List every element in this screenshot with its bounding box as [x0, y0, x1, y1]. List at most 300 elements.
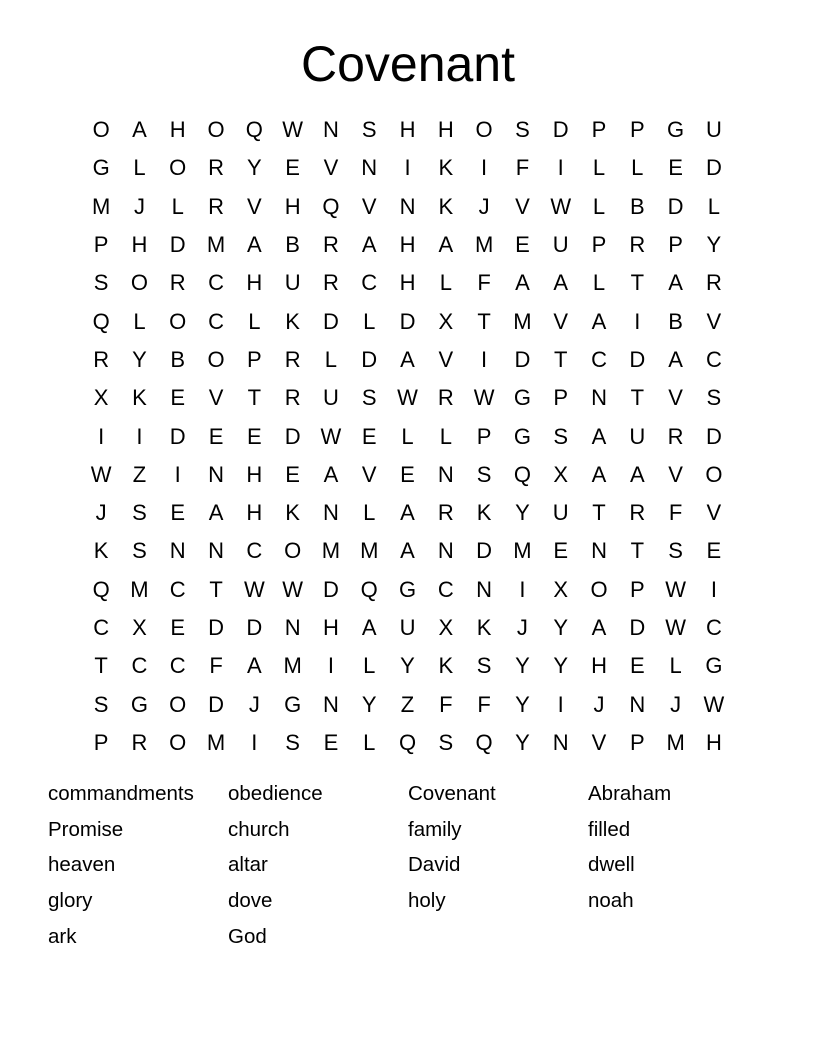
- grid-letter: J: [133, 193, 145, 219]
- grid-letter: X: [553, 576, 569, 602]
- grid-letter: I: [98, 423, 105, 449]
- grid-letter: D: [705, 155, 722, 181]
- grid-letter: V: [323, 155, 339, 181]
- grid-letter: L: [592, 270, 606, 296]
- grid-letter: L: [363, 500, 376, 526]
- grid-letter: S: [553, 423, 569, 449]
- grid-letter: O: [705, 461, 723, 487]
- grid-letter: E: [170, 615, 186, 640]
- grid-row: [82, 647, 733, 685]
- grid-letter: O: [284, 538, 302, 564]
- grid-letter: C: [169, 576, 186, 602]
- grid-letter: T: [553, 346, 568, 372]
- grid-letter: I: [481, 346, 488, 372]
- grid-letter: L: [592, 193, 606, 219]
- grid-letter: K: [93, 538, 109, 564]
- grid-row: [82, 724, 733, 762]
- grid-letter: R: [322, 270, 339, 296]
- grid-letter: U: [284, 270, 301, 296]
- grid-letter: U: [629, 423, 646, 449]
- grid-letter: W: [90, 461, 112, 487]
- grid-letter: P: [629, 729, 645, 755]
- grid-letter: M: [91, 193, 111, 219]
- grid-letter: E: [629, 653, 645, 679]
- grid-letter: K: [132, 385, 147, 411]
- word-list-item: church: [228, 817, 290, 841]
- grid-letter: V: [668, 385, 683, 411]
- grid-letter: O: [92, 117, 110, 143]
- grid-letter: Y: [361, 691, 377, 717]
- grid-letter: H: [284, 193, 301, 219]
- page-title: Covenant: [300, 36, 516, 92]
- grid-letter: W: [550, 193, 572, 219]
- grid-letter: I: [557, 155, 564, 181]
- grid-letter: D: [552, 117, 569, 143]
- grid-letter: O: [207, 117, 225, 143]
- grid-letter: D: [208, 615, 224, 640]
- grid-letter: P: [476, 423, 492, 449]
- grid-letter: C: [705, 615, 722, 640]
- grid-letter: R: [131, 729, 148, 755]
- grid-letter: Y: [515, 500, 530, 526]
- grid-letter: N: [437, 461, 454, 487]
- word-list-item: obedience: [228, 782, 323, 805]
- grid-letter: A: [208, 500, 224, 526]
- word-list-item: David: [408, 853, 461, 877]
- grid-letter: N: [399, 193, 416, 219]
- grid-letter: P: [668, 232, 683, 258]
- grid-letter: E: [170, 500, 186, 526]
- grid-letter: N: [208, 538, 224, 564]
- grid-letter: P: [553, 385, 569, 411]
- grid-letter: M: [283, 653, 302, 679]
- grid-letter: A: [438, 232, 454, 258]
- grid-letter: D: [514, 346, 531, 372]
- grid-letter: U: [552, 232, 569, 258]
- grid-letter: H: [169, 117, 186, 143]
- grid-letter: C: [361, 270, 378, 296]
- grid-letter: J: [478, 193, 490, 219]
- grid-letter: I: [710, 576, 717, 602]
- grid-letter: O: [475, 117, 493, 143]
- grid-letter: T: [94, 653, 108, 679]
- grid-letter: I: [404, 155, 411, 181]
- grid-letter: D: [169, 232, 186, 258]
- grid-letter: V: [591, 729, 607, 755]
- grid-letter: S: [132, 538, 147, 564]
- grid-letter: V: [706, 308, 722, 334]
- grid-letter: C: [705, 346, 722, 372]
- grid-letter: E: [323, 729, 339, 755]
- grid-letter: R: [629, 500, 646, 526]
- word-list-item: Covenant: [408, 782, 496, 805]
- grid-row: [82, 532, 733, 570]
- word-list-item: heaven: [48, 853, 116, 877]
- grid-letter: F: [515, 155, 530, 181]
- grid-letter: X: [132, 615, 147, 640]
- grid-letter: I: [557, 691, 564, 717]
- grid-letter: N: [208, 461, 224, 487]
- grid-letter: D: [169, 423, 186, 449]
- grid-letter: Y: [515, 729, 530, 755]
- word-list-item: glory: [48, 889, 93, 913]
- grid-letter: L: [707, 193, 721, 219]
- grid-letter: M: [513, 308, 532, 334]
- grid-letter: N: [361, 155, 378, 181]
- grid-letter: N: [322, 500, 339, 526]
- grid-row: [82, 264, 733, 302]
- grid-letter: L: [401, 423, 414, 449]
- grid-row: [82, 571, 733, 609]
- grid-letter: O: [590, 576, 608, 602]
- grid-letter: O: [207, 346, 225, 372]
- grid-letter: F: [668, 500, 683, 526]
- grid-letter: P: [246, 346, 262, 372]
- grid-letter: S: [668, 538, 683, 564]
- grid-letter: N: [629, 691, 646, 717]
- grid-letter: M: [513, 538, 532, 564]
- grid-letter: M: [130, 576, 149, 602]
- grid-letter: E: [361, 423, 377, 449]
- grid-letter: M: [474, 232, 494, 258]
- grid-letter: G: [398, 576, 417, 602]
- grid-letter: A: [132, 117, 147, 143]
- grid-letter: F: [477, 691, 491, 717]
- grid-letter: A: [400, 500, 415, 526]
- grid-letter: R: [629, 232, 646, 258]
- grid-letter: N: [437, 538, 454, 564]
- grid-letter: A: [591, 308, 607, 334]
- grid-letter: A: [361, 615, 377, 640]
- grid-letter: A: [591, 615, 607, 640]
- grid-row: [82, 417, 733, 455]
- grid-letter: S: [438, 729, 454, 755]
- word-list-item: Abraham: [588, 782, 672, 805]
- grid-letter: Y: [553, 615, 569, 640]
- grid-letter: R: [93, 346, 110, 372]
- grid-letter: C: [437, 576, 454, 602]
- grid-letter: T: [247, 385, 262, 411]
- grid-letter: R: [208, 155, 224, 181]
- grid-letter: V: [668, 461, 683, 487]
- grid-row: [82, 341, 733, 379]
- grid-letter: M: [206, 232, 226, 258]
- grid-letter: P: [629, 117, 645, 143]
- grid-letter: O: [169, 691, 187, 717]
- grid-letter: N: [591, 538, 607, 564]
- grid-letter: K: [285, 308, 300, 334]
- grid-letter: I: [327, 653, 334, 679]
- grid-letter: S: [476, 461, 492, 487]
- grid-letter: E: [285, 155, 300, 181]
- grid-row: [82, 379, 733, 417]
- grid-letter: U: [705, 117, 722, 143]
- grid-letter: R: [284, 385, 301, 411]
- grid-letter: G: [130, 691, 148, 717]
- grid-letter: K: [438, 653, 454, 679]
- grid-letter: H: [246, 500, 263, 526]
- grid-letter: G: [705, 653, 723, 679]
- grid-letter: L: [439, 270, 452, 296]
- grid-letter: P: [591, 117, 607, 143]
- grid-letter: L: [171, 193, 184, 219]
- grid-letter: N: [322, 117, 339, 143]
- grid-letter: D: [399, 308, 416, 334]
- grid-letter: A: [591, 461, 607, 487]
- grid-letter: M: [321, 538, 341, 564]
- grid-letter: S: [93, 691, 109, 717]
- grid-letter: W: [243, 576, 265, 602]
- grid-letter: A: [591, 423, 607, 449]
- grid-letter: W: [320, 423, 342, 449]
- grid-row: [82, 609, 733, 647]
- grid-letter: M: [666, 729, 685, 755]
- word-list-item: family: [408, 817, 462, 841]
- grid-letter: V: [553, 308, 569, 334]
- grid-letter: V: [361, 461, 377, 487]
- grid-letter: S: [361, 117, 377, 143]
- grid-letter: X: [438, 308, 454, 334]
- grid-letter: D: [322, 576, 339, 602]
- grid-letter: C: [169, 653, 186, 679]
- grid-letter: V: [706, 500, 722, 526]
- grid-letter: V: [515, 193, 530, 219]
- grid-letter: B: [629, 193, 645, 219]
- grid-letter: F: [477, 270, 491, 296]
- grid-letter: K: [476, 500, 492, 526]
- grid-letter: D: [361, 346, 378, 372]
- grid-letter: W: [665, 576, 686, 602]
- grid-letter: G: [284, 691, 302, 717]
- grid-letter: Q: [475, 729, 493, 755]
- grid-letter: V: [438, 346, 454, 372]
- grid-letter: S: [515, 117, 530, 143]
- word-list-item: God: [228, 924, 267, 948]
- grid-letter: A: [361, 232, 377, 258]
- grid-letter: E: [706, 538, 722, 564]
- grid-letter: R: [322, 232, 339, 258]
- grid-letter: W: [665, 615, 686, 640]
- grid-letter: U: [322, 385, 339, 411]
- grid-letter: P: [93, 232, 109, 258]
- grid-letter: D: [284, 423, 301, 449]
- grid-letter: Q: [513, 461, 531, 487]
- grid-letter: A: [323, 461, 339, 487]
- grid-letter: S: [132, 500, 147, 526]
- grid-letter: N: [284, 615, 301, 640]
- grid-letter: P: [629, 576, 645, 602]
- grid-letter: D: [705, 423, 722, 449]
- grid-letter: J: [670, 691, 682, 717]
- grid-letter: I: [174, 461, 181, 487]
- grid-letter: Z: [132, 461, 147, 487]
- grid-letter: K: [476, 615, 492, 640]
- grid-letter: L: [669, 653, 682, 679]
- grid-letter: Q: [398, 729, 417, 755]
- grid-letter: F: [439, 691, 453, 717]
- grid-letter: R: [705, 270, 722, 296]
- grid-letter: W: [703, 691, 725, 717]
- grid-letter: R: [208, 193, 224, 219]
- grid-letter: D: [667, 193, 684, 219]
- grid-row: [82, 685, 733, 723]
- grid-letter: T: [630, 270, 645, 296]
- grid-letter: H: [399, 117, 416, 143]
- word-list-item: altar: [228, 853, 268, 877]
- grid-letter: H: [322, 615, 339, 640]
- grid-letter: H: [399, 232, 416, 258]
- grid-letter: R: [437, 500, 454, 526]
- grid-letter: X: [553, 461, 569, 487]
- letter-grid: [82, 111, 733, 762]
- grid-row: [82, 456, 733, 494]
- grid-letter: V: [361, 193, 377, 219]
- grid-letter: R: [667, 423, 684, 449]
- grid-letter: L: [439, 423, 452, 449]
- grid-letter: V: [208, 385, 224, 411]
- grid-letter: R: [284, 346, 301, 372]
- grid-letter: B: [668, 308, 683, 334]
- grid-letter: L: [133, 155, 146, 181]
- grid-letter: M: [360, 538, 379, 564]
- grid-letter: T: [630, 538, 645, 564]
- grid-letter: P: [591, 232, 607, 258]
- grid-letter: L: [363, 653, 376, 679]
- grid-letter: F: [209, 653, 223, 679]
- grid-letter: Z: [400, 691, 415, 717]
- grid-letter: J: [593, 691, 605, 717]
- grid-row: [82, 149, 733, 187]
- grid-letter: W: [282, 576, 304, 602]
- grid-letter: E: [553, 538, 569, 564]
- grid-letter: L: [363, 308, 376, 334]
- grid-letter: R: [169, 270, 186, 296]
- grid-letter: C: [591, 346, 607, 372]
- grid-letter: C: [246, 538, 263, 564]
- grid-letter: O: [130, 270, 148, 296]
- grid-letter: E: [400, 461, 415, 487]
- word-list-item: holy: [408, 889, 446, 913]
- grid-letter: Y: [132, 346, 147, 372]
- grid-letter: S: [361, 385, 377, 411]
- grid-letter: A: [246, 232, 262, 258]
- grid-letter: C: [131, 653, 148, 679]
- grid-letter: G: [513, 423, 531, 449]
- grid-letter: H: [246, 270, 263, 296]
- grid-letter: J: [95, 500, 107, 526]
- grid-letter: X: [93, 385, 109, 411]
- grid-letter: D: [629, 346, 646, 372]
- grid-letter: L: [324, 346, 338, 372]
- grid-letter: K: [285, 500, 300, 526]
- grid-letter: X: [438, 615, 454, 640]
- grid-letter: Q: [245, 117, 263, 143]
- grid-letter: T: [477, 308, 491, 334]
- word-list-item: commandments: [48, 782, 194, 805]
- grid-letter: Q: [92, 308, 110, 334]
- grid-letter: P: [93, 729, 109, 755]
- grid-letter: L: [363, 729, 376, 755]
- grid-letter: A: [629, 461, 645, 487]
- grid-letter: T: [209, 576, 223, 602]
- grid-letter: S: [706, 385, 722, 411]
- grid-letter: I: [519, 576, 526, 602]
- grid-letter: R: [437, 385, 454, 411]
- grid-letter: I: [481, 155, 488, 181]
- grid-letter: G: [513, 385, 531, 411]
- grid-letter: G: [667, 117, 685, 143]
- grid-letter: Q: [360, 576, 378, 602]
- grid-letter: S: [285, 729, 300, 755]
- grid-letter: H: [399, 270, 416, 296]
- grid-letter: N: [169, 538, 186, 564]
- grid-letter: D: [476, 538, 493, 564]
- grid-letter: Y: [400, 653, 415, 679]
- grid-letter: E: [246, 423, 262, 449]
- word-list-item: filled: [588, 817, 631, 841]
- grid-letter: L: [248, 308, 261, 334]
- grid-letter: C: [208, 270, 224, 296]
- grid-letter: A: [668, 270, 683, 296]
- grid-letter: D: [208, 691, 224, 717]
- grid-letter: H: [437, 117, 454, 143]
- grid-letter: T: [592, 500, 606, 526]
- grid-letter: K: [438, 193, 454, 219]
- grid-letter: W: [473, 385, 495, 411]
- grid-letter: T: [630, 385, 645, 411]
- word-list-item: ark: [48, 924, 77, 948]
- grid-letter: D: [322, 308, 339, 334]
- grid-letter: C: [208, 308, 224, 334]
- grid-letter: O: [169, 729, 187, 755]
- grid-letter: I: [634, 308, 641, 334]
- grid-letter: E: [170, 385, 186, 411]
- word-list: [48, 781, 768, 959]
- grid-letter: Y: [515, 653, 530, 679]
- word-list-item: dwell: [588, 853, 635, 877]
- grid-letter: K: [438, 155, 454, 181]
- grid-row: [82, 302, 733, 340]
- word-list-item: dove: [228, 889, 273, 913]
- grid-letter: H: [705, 729, 722, 755]
- grid-letter: Y: [515, 691, 530, 717]
- grid-letter: H: [131, 232, 148, 258]
- grid-letter: L: [592, 155, 606, 181]
- grid-letter: S: [93, 270, 109, 296]
- grid-letter: E: [208, 423, 224, 449]
- grid-letter: L: [631, 155, 644, 181]
- grid-letter: N: [591, 385, 607, 411]
- grid-row: [82, 494, 733, 532]
- grid-letter: D: [629, 615, 646, 640]
- grid-letter: H: [591, 653, 607, 679]
- grid-row: [82, 188, 733, 226]
- grid-letter: L: [133, 308, 146, 334]
- grid-letter: V: [246, 193, 262, 219]
- grid-letter: J: [516, 615, 528, 640]
- grid-letter: Q: [92, 576, 110, 602]
- grid-letter: U: [399, 615, 416, 640]
- grid-letter: G: [92, 155, 110, 181]
- grid-letter: N: [552, 729, 569, 755]
- word-list-item: noah: [588, 889, 634, 913]
- grid-row: [82, 226, 733, 264]
- grid-letter: W: [397, 385, 418, 411]
- grid-letter: N: [476, 576, 493, 602]
- grid-letter: E: [668, 155, 683, 181]
- grid-letter: B: [285, 232, 300, 258]
- grid-letter: A: [553, 270, 569, 296]
